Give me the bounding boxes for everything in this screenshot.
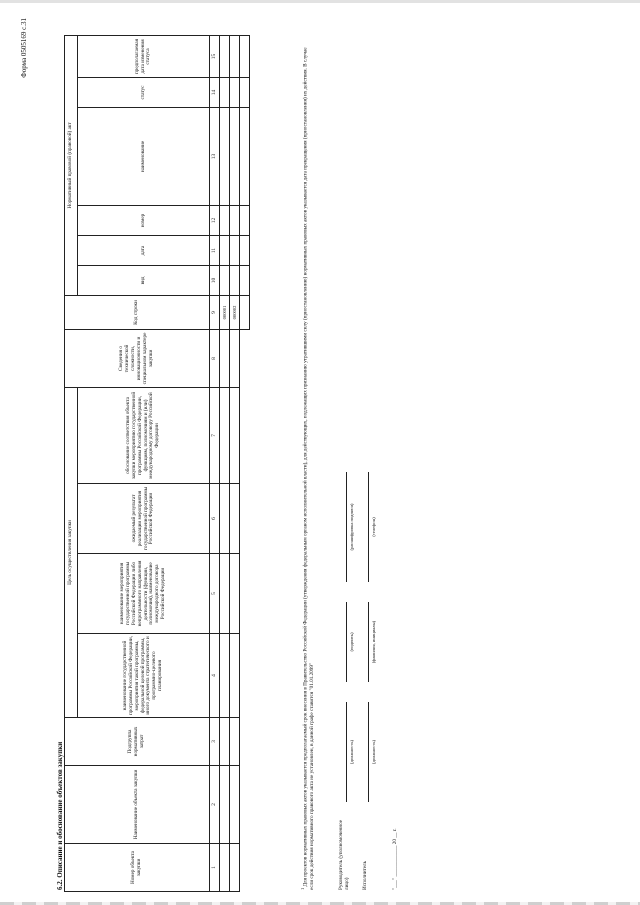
table-cell[interactable] [240,77,250,107]
header-name: Наименование объекта закупки [65,766,210,844]
table-cell[interactable] [220,329,230,387]
header-row-1 [65,35,78,891]
table-cell[interactable] [230,484,240,554]
table-cell[interactable] [230,265,240,295]
table-cell[interactable] [230,718,240,766]
table-cell[interactable] [220,766,230,844]
col-number: 14 [210,77,220,107]
col-number: 1 [210,844,220,892]
col-number: 8 [210,329,220,387]
head-signature-line[interactable] [346,602,347,682]
header-nomer: Номер объекта закупки [65,844,210,892]
table-cell[interactable] [220,718,230,766]
empty-area [240,329,250,891]
col-number: 2 [210,766,220,844]
table-cell[interactable] [240,235,250,265]
table-cell[interactable] [230,35,240,77]
header-data: дата [78,235,210,265]
header-status-date: предполагаемая дата изменения статуса [78,35,210,77]
table-cell[interactable] [220,265,230,295]
row-code: 000001 [220,295,230,329]
table-cell[interactable] [240,265,250,295]
table-cell[interactable] [220,387,230,483]
col-number: 3 [210,718,220,766]
executor-position-caption: (должность) [371,739,376,765]
table-cell[interactable] [240,107,250,205]
table-row-empty [240,35,250,891]
table-cell[interactable] [220,235,230,265]
header-status: статус [78,77,210,107]
header-group-npa: Нормативный правовой (правовой) акт [65,35,78,295]
table-cell[interactable] [220,107,230,205]
executor-label: Исполнитель [362,860,368,890]
table-cell[interactable] [240,205,250,235]
col-number: 9 [210,295,220,329]
table-cell[interactable] [220,77,230,107]
table-cell[interactable] [230,387,240,483]
table-cell[interactable] [220,205,230,235]
table-cell[interactable] [230,554,240,634]
table-cell[interactable] [230,205,240,235]
table-cell[interactable] [220,484,230,554]
rotated-form-sheet [20,12,620,892]
executor-phone-line[interactable] [368,472,369,582]
head-name-line[interactable] [346,472,347,582]
col-number: 6 [210,484,220,554]
executor-fio-caption: (фамилия, инициалы) [371,620,376,664]
header-vid: вид [78,265,210,295]
col-number: 10 [210,265,220,295]
header-naim: наименование [78,107,210,205]
footnote: $^1$ Для проектов нормативных правовых актов указывается предполагаемый срок внесения в Правительство Российской Федерации (утверждения федеральным органом исполнительной власти), для действующих, подлежащих признанию утратившими силу (приостановлению) нормативных правовых актов указывается дата прекращения (приостановления) их действия. В случае если срок действия нормативного правового акта не установлен, в данной графе ставится "01.01.2099" [300,47,316,890]
row-code: 000002 [230,295,240,329]
table-row [220,35,230,891]
table-cell[interactable] [230,844,240,892]
col-number: 5 [210,554,220,634]
executor-position-line[interactable] [368,702,369,802]
header-obosn: обоснование соответствия объекта закупки мероприятию государственной программы Российской Федерации, функциям, полномочиям и (или) международному договору Российской Федерации [78,387,210,483]
head-position-line[interactable] [346,702,347,802]
executor-fio-line[interactable] [368,602,369,682]
table-cell[interactable] [220,844,230,892]
table-cell[interactable] [230,766,240,844]
header-nomer-akt: номер [78,205,210,235]
head-label: Руководитель (уполномоченное лицо) [338,819,350,890]
scan-top-edge [0,0,640,3]
col-number: 7 [210,387,220,483]
table-cell[interactable] [230,329,240,387]
table-cell[interactable] [220,35,230,77]
col-number: 4 [210,634,220,718]
table-cell[interactable] [220,634,230,718]
head-signature-caption: (подпись) [349,632,354,652]
header-result: ожидаемый результат реализации мероприятия государственной программы Российской Федерации [78,484,210,554]
col-number: 15 [210,35,220,77]
header-gp: наименование государственной программы Российской Федерации, мероприятия такой программы, федеральной целевой программы, иного документа стратегического и программно-целевого планирования [78,634,210,718]
table-cell[interactable] [230,235,240,265]
table-cell[interactable] [230,634,240,718]
column-number-row [210,35,220,891]
table-cell[interactable] [240,35,250,77]
head-position-caption: (должность) [349,739,354,765]
col-number: 11 [210,235,220,265]
head-name-caption: (расшифровка подписи) [349,503,354,551]
table-cell[interactable] [230,107,240,205]
form-code: Форма 0505169 с.31 [20,18,28,78]
header-code: Код строки [65,295,210,329]
header-group: Подгруппа нормативных затрат [65,718,210,766]
section-title: 6.2. Описание и обоснование объектов закупки [56,741,64,890]
table-cell[interactable] [240,295,250,329]
col-number: 13 [210,107,220,205]
header-group-cel: Цель осуществления закупки [65,387,78,717]
col-number: 12 [210,205,220,235]
table-row [230,35,240,891]
header-func: наименование мероприятия государственной программы Российской Федерации либо непрограммного направления деятельности (функции, полномочия), наименование международного договора Российской Федерации [78,554,210,634]
table-cell[interactable] [220,554,230,634]
header-sved: Сведения о технической сложности, инновационности и специальном характере закупки [65,329,210,387]
executor-phone-caption: (телефон) [371,517,376,537]
date-line: "___" ____________ 20 __ г. [392,828,398,890]
table-cell[interactable] [230,77,240,107]
footnote-text: Для проектов нормативных правовых актов указывается предполагаемый срок внесения в Правительство Российской Федерации (утверждения федеральным органом исполнительной власти), для действующих, подлежащих признанию утратившими силу (приостановлению) нормативных правовых актов указывается дата прекращения (приостановления) их действия. В случае если срок действия нормативного правового акта не установлен, в данной графе ставится "01.01.2099" [302,47,316,890]
procurement-table [64,35,250,892]
